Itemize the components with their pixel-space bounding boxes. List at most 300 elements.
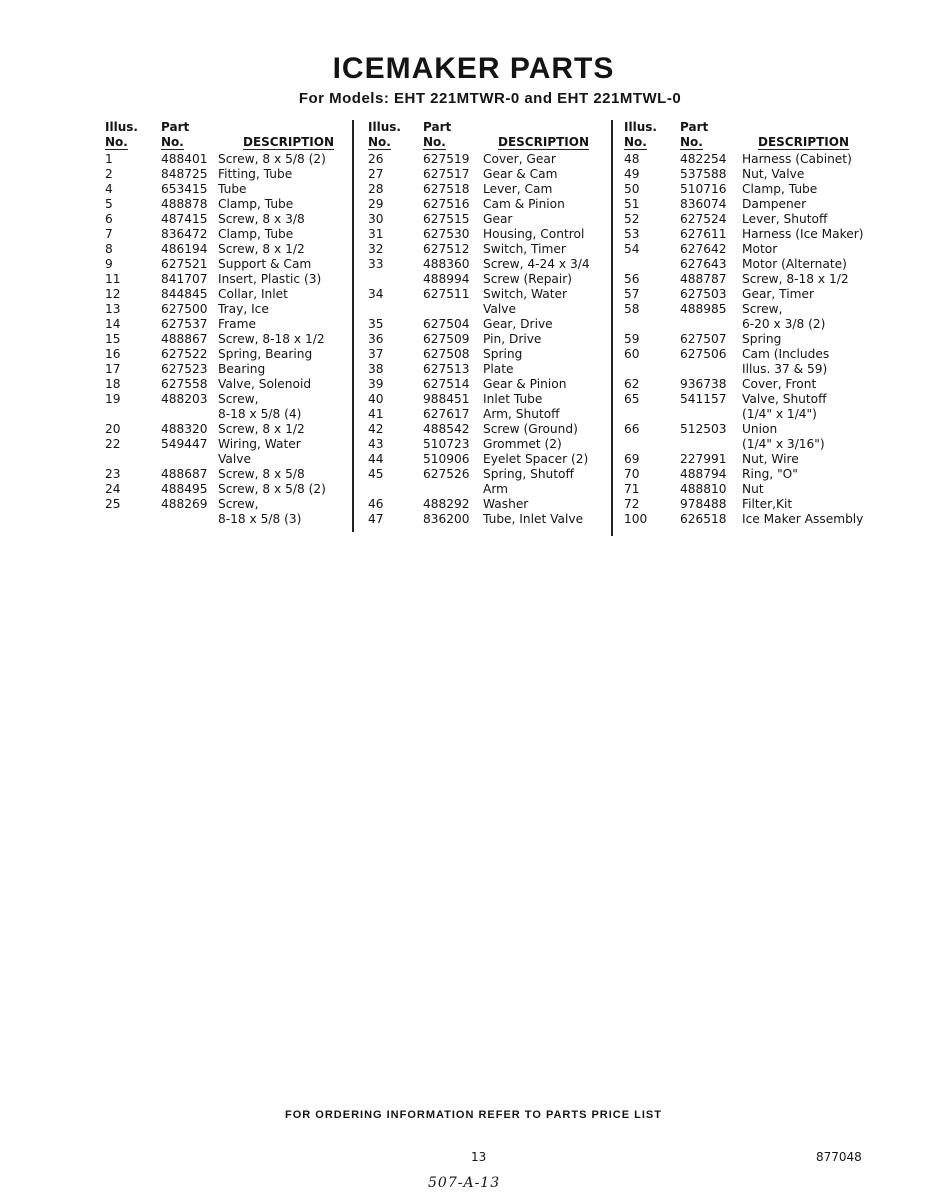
part-no: 627537 <box>161 317 208 331</box>
illus-no: 100 <box>624 512 648 526</box>
description: Insert, Plastic (3) <box>218 272 322 286</box>
part-no: 488269 <box>161 497 208 511</box>
illus-no: 65 <box>624 392 640 406</box>
part-row <box>614 287 874 302</box>
part-row <box>614 227 874 242</box>
part-no: 627504 <box>423 317 470 331</box>
part-no: 488687 <box>161 467 208 481</box>
description: Eyelet Spacer (2) <box>483 452 589 466</box>
description: Spring, Bearing <box>218 347 313 361</box>
illus-no: 15 <box>105 332 121 346</box>
parts-column-2 <box>355 118 611 527</box>
part-row <box>355 362 611 377</box>
description: Valve, Shutoff <box>742 392 827 406</box>
part-no: 978488 <box>680 497 727 511</box>
part-row <box>105 227 350 242</box>
part-no: 488542 <box>423 422 470 436</box>
illus-no: 45 <box>368 467 384 481</box>
part-no: 488867 <box>161 332 208 346</box>
illus-no: 42 <box>368 422 384 436</box>
illus-no: 24 <box>105 482 121 496</box>
illus-no: 60 <box>624 347 640 361</box>
description: Gear <box>483 212 513 226</box>
description: Switch, Water <box>483 287 568 301</box>
illus-no: 69 <box>624 452 640 466</box>
part-row <box>614 272 874 287</box>
illus-no: 5 <box>105 197 113 211</box>
illus-no: 8 <box>105 242 113 256</box>
part-row <box>355 452 611 467</box>
description: Screw, <box>218 392 259 406</box>
part-row <box>614 197 874 212</box>
part-row <box>355 317 611 332</box>
part-row <box>105 272 350 287</box>
part-row <box>105 362 350 377</box>
illus-no: 40 <box>368 392 384 406</box>
description: Lever, Cam <box>483 182 553 196</box>
description: Screw, 8-18 x 1/2 <box>218 332 325 346</box>
description: Grommet (2) <box>483 437 562 451</box>
description: Nut <box>742 482 764 496</box>
page-title: ICEMAKER PARTS <box>332 52 615 85</box>
illus-no: 43 <box>368 437 384 451</box>
document-number: 877048 <box>816 1150 862 1164</box>
part-row <box>105 482 350 497</box>
part-no-header: No. <box>423 135 446 149</box>
illus-no: 52 <box>624 212 640 226</box>
description: Tray, Ice <box>218 302 269 316</box>
part-row <box>355 272 611 287</box>
illus-no: 36 <box>368 332 384 346</box>
part-no: 488810 <box>680 482 727 496</box>
illus-no: 12 <box>105 287 121 301</box>
part-row <box>614 362 874 377</box>
part-no: 844845 <box>161 287 208 301</box>
part-row <box>355 467 611 482</box>
part-no: 482254 <box>680 152 727 166</box>
description: Screw, 8 x 1/2 <box>218 242 305 256</box>
illus-no: 53 <box>624 227 640 241</box>
part-row <box>614 302 874 317</box>
description: Screw, 8 x 5/8 (2) <box>218 152 326 166</box>
part-no: 537588 <box>680 167 727 181</box>
illus-no: 32 <box>368 242 384 256</box>
illus-no: 22 <box>105 437 121 451</box>
description: Wiring, Water <box>218 437 301 451</box>
part-row <box>105 437 350 452</box>
description: Motor (Alternate) <box>742 257 847 271</box>
part-row <box>614 482 874 497</box>
illus-no: 72 <box>624 497 640 511</box>
part-row <box>614 212 874 227</box>
description: Cover, Front <box>742 377 817 391</box>
description: Valve, Solenoid <box>218 377 312 391</box>
part-no: 627617 <box>423 407 470 421</box>
part-row <box>105 497 350 512</box>
illus-no: 41 <box>368 407 384 421</box>
part-no: 627516 <box>423 197 470 211</box>
part-no: 488794 <box>680 467 727 481</box>
illus-no: 1 <box>105 152 113 166</box>
description: Screw, <box>742 302 783 316</box>
part-no: 488360 <box>423 257 470 271</box>
description: Washer <box>483 497 529 511</box>
illus-no: 49 <box>624 167 640 181</box>
description: Tube <box>218 182 247 196</box>
part-row <box>614 452 874 467</box>
description: Valve <box>483 302 516 316</box>
part-row <box>105 257 350 272</box>
description: Nut, Valve <box>742 167 805 181</box>
illus-no: 29 <box>368 197 384 211</box>
models-subtitle: For Models: EHT 221MTWR-0 and EHT 221MTWL-0 <box>298 90 682 107</box>
illus-no-header: No. <box>105 135 128 149</box>
part-row <box>614 437 874 452</box>
part-no: 627521 <box>161 257 208 271</box>
part-no: 627523 <box>161 362 208 376</box>
part-no: 627506 <box>680 347 727 361</box>
part-no: 549447 <box>161 437 208 451</box>
part-row <box>614 347 874 362</box>
part-no: 627611 <box>680 227 727 241</box>
part-row <box>355 497 611 512</box>
illus-no: 66 <box>624 422 640 436</box>
part-no: 836074 <box>680 197 727 211</box>
illus-no: 54 <box>624 242 640 256</box>
part-row <box>355 377 611 392</box>
illus-no: 7 <box>105 227 113 241</box>
description: Ice Maker Assembly <box>742 512 864 526</box>
description: Housing, Control <box>483 227 585 241</box>
illus-no: 30 <box>368 212 384 226</box>
part-row <box>105 347 350 362</box>
description: Lever, Shutoff <box>742 212 828 226</box>
part-row <box>105 197 350 212</box>
illus-no-header: No. <box>368 135 391 149</box>
part-row <box>105 407 350 422</box>
illus-no-header: No. <box>624 135 647 149</box>
part-no: 627515 <box>423 212 470 226</box>
part-row <box>355 287 611 302</box>
part-no: 836472 <box>161 227 208 241</box>
part-no: 848725 <box>161 167 208 181</box>
part-no: 488320 <box>161 422 208 436</box>
description: Dampener <box>742 197 807 211</box>
description: Filter,Kit <box>742 497 793 511</box>
parts-column-3 <box>614 118 874 527</box>
part-no: 627517 <box>423 167 470 181</box>
description: Nut, Wire <box>742 452 799 466</box>
description: Screw, 8 x 5/8 (2) <box>218 482 326 496</box>
part-row <box>355 407 611 422</box>
description-header: DESCRIPTION <box>243 135 335 149</box>
description: Valve <box>218 452 251 466</box>
part-no: 936738 <box>680 377 727 391</box>
illus-no: 11 <box>105 272 121 286</box>
part-row <box>614 332 874 347</box>
column-header <box>355 118 611 152</box>
description: Plate <box>483 362 514 376</box>
description: Gear & Pinion <box>483 377 567 391</box>
illus-no: 26 <box>368 152 384 166</box>
part-no: 627511 <box>423 287 470 301</box>
description: Gear, Timer <box>742 287 815 301</box>
part-row <box>105 452 350 467</box>
part-row <box>355 182 611 197</box>
part-row <box>614 407 874 422</box>
description: Bearing <box>218 362 266 376</box>
part-no: 627514 <box>423 377 470 391</box>
part-row <box>614 257 874 272</box>
part-row <box>105 422 350 437</box>
part-no: 488878 <box>161 197 208 211</box>
description: Motor <box>742 242 778 256</box>
part-row <box>105 332 350 347</box>
part-header: Part <box>423 120 452 134</box>
illus-no: 23 <box>105 467 121 481</box>
illus-no: 50 <box>624 182 640 196</box>
illus-header: Illus. <box>624 120 657 134</box>
illus-no: 16 <box>105 347 121 361</box>
part-header: Part <box>680 120 709 134</box>
part-row <box>614 317 874 332</box>
description: Clamp, Tube <box>218 197 294 211</box>
part-no: 627530 <box>423 227 470 241</box>
part-row <box>614 377 874 392</box>
part-no: 627512 <box>423 242 470 256</box>
part-row <box>105 392 350 407</box>
illus-no: 62 <box>624 377 640 391</box>
part-no: 627508 <box>423 347 470 361</box>
part-no: 627522 <box>161 347 208 361</box>
illus-no: 6 <box>105 212 113 226</box>
part-row <box>355 437 611 452</box>
description: Inlet Tube <box>483 392 543 406</box>
illus-no: 34 <box>368 287 384 301</box>
part-no: 510723 <box>423 437 470 451</box>
part-no: 627558 <box>161 377 208 391</box>
description: 8-18 x 5/8 (4) <box>218 407 302 421</box>
part-row <box>355 227 611 242</box>
part-row <box>105 242 350 257</box>
illus-no: 59 <box>624 332 640 346</box>
part-no: 627519 <box>423 152 470 166</box>
description: Support & Cam <box>218 257 312 271</box>
illus-no: 20 <box>105 422 121 436</box>
part-no: 488994 <box>423 272 470 286</box>
part-no: 512503 <box>680 422 727 436</box>
description: Frame <box>218 317 256 331</box>
part-no: 653415 <box>161 182 208 196</box>
column-header <box>614 118 874 152</box>
part-row <box>355 332 611 347</box>
illus-no: 71 <box>624 482 640 496</box>
part-row <box>355 167 611 182</box>
part-no: 627526 <box>423 467 470 481</box>
part-no: 627518 <box>423 182 470 196</box>
part-row <box>105 317 350 332</box>
illus-no: 2 <box>105 167 113 181</box>
part-row <box>355 242 611 257</box>
part-no: 510716 <box>680 182 727 196</box>
part-row <box>614 392 874 407</box>
description: Fitting, Tube <box>218 167 293 181</box>
part-row <box>105 377 350 392</box>
illus-header: Illus. <box>368 120 401 134</box>
illus-no: 19 <box>105 392 121 406</box>
description: Clamp, Tube <box>742 182 818 196</box>
part-no: 487415 <box>161 212 208 226</box>
part-row <box>105 467 350 482</box>
part-row <box>105 182 350 197</box>
column-divider <box>352 120 354 532</box>
description-header: DESCRIPTION <box>758 135 850 149</box>
illus-no: 28 <box>368 182 384 196</box>
part-row <box>355 302 611 317</box>
description: Spring <box>483 347 523 361</box>
description: Screw, 8 x 3/8 <box>218 212 305 226</box>
illus-no: 56 <box>624 272 640 286</box>
illus-no: 46 <box>368 497 384 511</box>
part-no-header: No. <box>161 135 184 149</box>
part-row <box>105 512 350 527</box>
description: Harness (Cabinet) <box>742 152 852 166</box>
part-no: 627509 <box>423 332 470 346</box>
part-no: 488401 <box>161 152 208 166</box>
part-no: 488495 <box>161 482 208 496</box>
part-row <box>355 347 611 362</box>
description: Screw (Repair) <box>483 272 573 286</box>
part-row <box>614 422 874 437</box>
description: Gear, Drive <box>483 317 553 331</box>
part-no: 488985 <box>680 302 727 316</box>
part-no: 510906 <box>423 452 470 466</box>
part-row <box>105 212 350 227</box>
part-row <box>614 512 874 527</box>
part-row <box>105 287 350 302</box>
parts-column-1 <box>105 118 350 527</box>
illus-no: 57 <box>624 287 640 301</box>
part-row <box>355 482 611 497</box>
illus-no: 44 <box>368 452 384 466</box>
part-row <box>614 182 874 197</box>
description: Pin, Drive <box>483 332 542 346</box>
part-row <box>105 152 350 167</box>
description: (1/4" x 1/4") <box>742 407 817 421</box>
description: Arm, Shutoff <box>483 407 560 421</box>
illus-no: 4 <box>105 182 113 196</box>
part-row <box>614 167 874 182</box>
description: Union <box>742 422 778 436</box>
illus-no: 33 <box>368 257 384 271</box>
description: Screw, <box>218 497 259 511</box>
illus-no: 58 <box>624 302 640 316</box>
illus-no: 35 <box>368 317 384 331</box>
part-no: 626518 <box>680 512 727 526</box>
description: 6-20 x 3/8 (2) <box>742 317 826 331</box>
part-row <box>355 392 611 407</box>
illus-no: 13 <box>105 302 121 316</box>
part-row <box>614 497 874 512</box>
illus-no: 37 <box>368 347 384 361</box>
description: Clamp, Tube <box>218 227 294 241</box>
column-header <box>105 118 350 152</box>
part-no: 627643 <box>680 257 727 271</box>
part-no: 988451 <box>423 392 470 406</box>
part-header: Part <box>161 120 190 134</box>
illus-no: 31 <box>368 227 384 241</box>
illus-no: 38 <box>368 362 384 376</box>
part-row <box>355 212 611 227</box>
description: Screw, 4-24 x 3/4 <box>483 257 590 271</box>
description: Screw, 8 x 5/8 <box>218 467 305 481</box>
description: Screw, 8 x 1/2 <box>218 422 305 436</box>
part-no: 486194 <box>161 242 208 256</box>
illus-no: 18 <box>105 377 121 391</box>
part-row <box>614 152 874 167</box>
part-row <box>355 512 611 527</box>
illus-no: 27 <box>368 167 384 181</box>
description: Arm <box>483 482 509 496</box>
part-no: 541157 <box>680 392 727 406</box>
illus-no: 48 <box>624 152 640 166</box>
description: Illus. 37 & 59) <box>742 362 828 376</box>
illus-header: Illus. <box>105 120 138 134</box>
part-row <box>614 242 874 257</box>
description: Gear & Cam <box>483 167 558 181</box>
illus-no: 25 <box>105 497 121 511</box>
illus-no: 70 <box>624 467 640 481</box>
part-no: 227991 <box>680 452 727 466</box>
part-row <box>355 257 611 272</box>
description: Cam (Includes <box>742 347 830 361</box>
description: Tube, Inlet Valve <box>483 512 584 526</box>
part-no: 627642 <box>680 242 727 256</box>
description: Collar, Inlet <box>218 287 288 301</box>
description: Screw (Ground) <box>483 422 578 436</box>
part-no-header: No. <box>680 135 703 149</box>
description: Ring, "O" <box>742 467 798 481</box>
part-row <box>614 467 874 482</box>
column-divider <box>611 120 613 536</box>
part-no: 627503 <box>680 287 727 301</box>
illus-no: 51 <box>624 197 640 211</box>
description: Screw, 8-18 x 1/2 <box>742 272 849 286</box>
part-row <box>355 422 611 437</box>
description-header: DESCRIPTION <box>498 135 590 149</box>
part-no: 627500 <box>161 302 208 316</box>
illus-no: 39 <box>368 377 384 391</box>
illus-no: 14 <box>105 317 121 331</box>
description: 8-18 x 5/8 (3) <box>218 512 302 526</box>
description: Switch, Timer <box>483 242 566 256</box>
part-row <box>355 152 611 167</box>
part-no: 836200 <box>423 512 470 526</box>
part-no: 488203 <box>161 392 208 406</box>
description: (1/4" x 3/16") <box>742 437 825 451</box>
part-row <box>105 167 350 182</box>
part-no: 841707 <box>161 272 208 286</box>
description: Harness (Ice Maker) <box>742 227 864 241</box>
part-no: 488292 <box>423 497 470 511</box>
part-row <box>355 197 611 212</box>
illus-no: 9 <box>105 257 113 271</box>
description: Cover, Gear <box>483 152 556 166</box>
description: Cam & Pinion <box>483 197 565 211</box>
part-no: 488787 <box>680 272 727 286</box>
description: Spring <box>742 332 782 346</box>
ordering-footer: FOR ORDERING INFORMATION REFER TO PARTS PRICE LIST <box>285 1109 662 1121</box>
